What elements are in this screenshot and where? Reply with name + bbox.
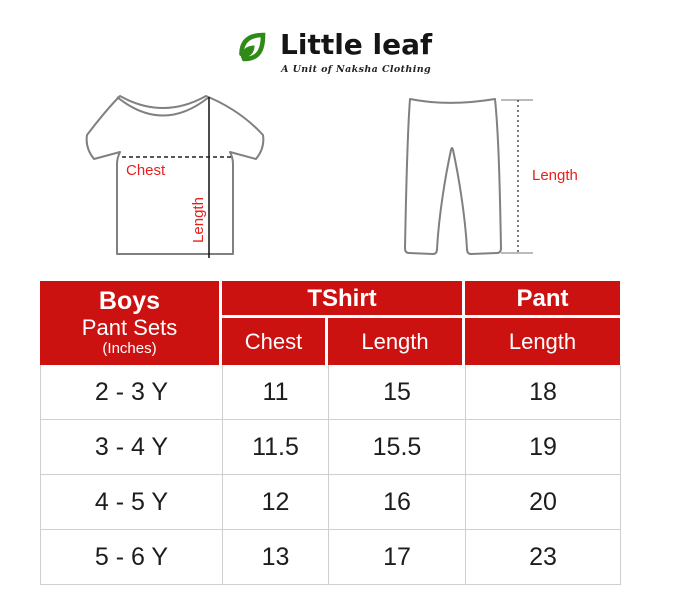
cell-pant-length: 23	[466, 530, 621, 585]
tshirt-diagram	[70, 88, 315, 268]
header-group-tshirt-label: TShirt	[307, 284, 377, 312]
header-sub-tshirt-length	[328, 318, 465, 365]
leaf-icon	[233, 28, 269, 71]
cell-pant-length: 18	[466, 365, 621, 420]
header-group-tshirt	[222, 281, 465, 318]
cell-tshirt-length: 15.5	[329, 420, 466, 475]
cell-tshirt-chest: 11	[223, 365, 329, 420]
pant-length-label: Length	[532, 167, 578, 184]
header-corner-line3: (Inches)	[102, 340, 157, 357]
brand-logo	[233, 28, 432, 75]
header-corner-line2: Pant Sets	[81, 315, 178, 340]
size-table-header	[40, 281, 620, 365]
cell-tshirt-chest: 11.5	[223, 420, 329, 475]
header-corner-cell	[40, 281, 222, 365]
header-corner-line1: Boys	[98, 287, 161, 315]
header-group-pant-label: Pant	[516, 284, 569, 312]
header-sub-chest	[222, 318, 328, 365]
cell-pant-length: 20	[466, 475, 621, 530]
cell-tshirt-length: 17	[329, 530, 466, 585]
header-sub-pant-length	[465, 318, 620, 365]
size-table	[40, 281, 620, 585]
cell-pant-length: 19	[466, 420, 621, 475]
cell-tshirt-length: 16	[329, 475, 466, 530]
pant-diagram	[395, 88, 585, 268]
pant-outline	[405, 99, 501, 254]
header-sub-pant-length-label: Length	[508, 329, 577, 354]
brand-name: Little leaf	[280, 28, 433, 61]
row-size: 5 - 6 Y	[41, 530, 223, 585]
tshirt-outline	[87, 96, 264, 254]
row-size: 3 - 4 Y	[41, 420, 223, 475]
brand-tagline: A Unit of Naksha Clothing	[281, 64, 432, 75]
tshirt-length-label: Length	[190, 197, 207, 243]
size-table-body	[40, 365, 620, 585]
header-sub-tshirt-length-label: Length	[361, 329, 429, 354]
header-sub-chest-label: Chest	[244, 329, 303, 354]
cell-tshirt-length: 15	[329, 365, 466, 420]
row-size: 4 - 5 Y	[41, 475, 223, 530]
header-group-pant	[465, 281, 620, 318]
cell-tshirt-chest: 13	[223, 530, 329, 585]
row-size: 2 - 3 Y	[41, 365, 223, 420]
cell-tshirt-chest: 12	[223, 475, 329, 530]
tshirt-chest-label: Chest	[126, 162, 166, 179]
brand-text-block	[280, 28, 432, 75]
